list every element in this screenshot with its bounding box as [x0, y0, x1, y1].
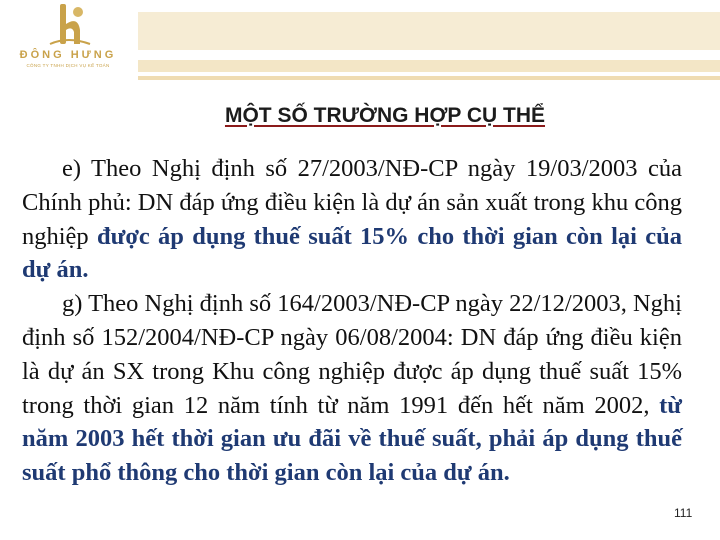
- paragraph-e: [22, 152, 682, 287]
- brand-subtitle: CÔNG TY TNHH DỊCH VỤ KẾ TOÁN: [26, 63, 110, 68]
- slide-body: [22, 152, 682, 490]
- page-number: 111: [674, 506, 693, 520]
- paragraph-e-highlight: được áp dụng thuế suất 15% cho thời gian còn lại của dự án.: [22, 222, 683, 284]
- header-decor-line: [138, 76, 720, 80]
- header-decor-stripe: [138, 60, 720, 72]
- brand-name: ĐÔNG HƯNG: [19, 49, 117, 61]
- paragraph-g-text: g) Theo Nghị định số 164/2003/NĐ-CP ngày 22/12/2003, Nghị định số 152/2004/NĐ-CP ngày 06/08/2004: DN đáp ứng điều kiện là dự án SX trong Khu công nghiệp được áp dụng thuế suất 15% trong thời gian 12 năm tính từ năm 1991 đến hết năm 2002,: [22, 290, 682, 419]
- paragraph-g-highlight: từ năm 2003 hết thời gian ưu đãi về thuế suất, phải áp dụng thuế suất phổ thông cho thời gian còn lại của dự án.: [22, 391, 682, 487]
- company-logo: [6, 2, 126, 74]
- slide-title: MỘT SỐ TRƯỜNG HỢP CỤ THỂ: [224, 104, 546, 127]
- logo-emblem-icon: [6, 2, 130, 50]
- paragraph-g: [22, 287, 682, 490]
- header-decor-bar: [138, 12, 720, 50]
- paragraph-e-text: e) Theo Nghị định số 27/2003/NĐ-CP ngày 19/03/2003 của Chính phủ: DN đáp ứng điều kiện là dự án sản xuất trong khu công nghiệp: [22, 155, 682, 250]
